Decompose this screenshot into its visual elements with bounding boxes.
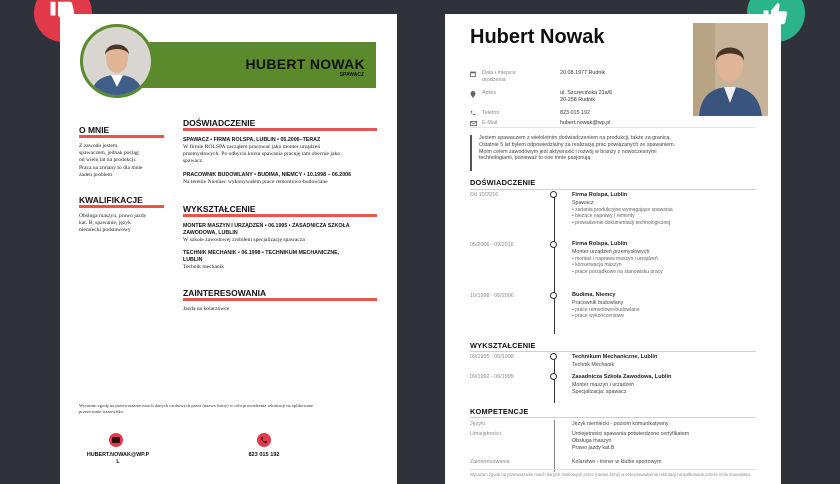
job-date: 05/2006 - 09/2016 bbox=[470, 242, 514, 248]
competence-label: Zainteresowania bbox=[470, 459, 510, 465]
timeline-dot bbox=[550, 241, 557, 248]
divider bbox=[470, 127, 756, 128]
timeline bbox=[554, 420, 555, 472]
education-header: MONTER MASZYN I URZĄDZEŃ • 06.1995 • ZASADNICZA SZKOŁA ZAWODOWA, LUBLIN bbox=[183, 223, 350, 236]
profile-photo bbox=[693, 23, 768, 116]
school-date: 09/1992 - 06/1995 bbox=[470, 374, 514, 380]
competence-value: Język niemiecki - poziom komunikatywny bbox=[572, 421, 669, 427]
job-date: Od 10/2016 bbox=[470, 192, 499, 198]
skills-title: KWALIFIKACJE bbox=[79, 195, 143, 205]
experience-title: DOŚWIADCZENIE bbox=[183, 118, 256, 128]
profile-photo bbox=[80, 24, 154, 98]
school-entry: Technikum Mechaniczne, Lublin Technik Mechanik bbox=[572, 354, 658, 368]
timeline-dot bbox=[550, 191, 557, 198]
candidate-name: Hubert Nowak bbox=[470, 26, 605, 48]
job-entry: Budima, Niemcy Pracownik budowlany • prace remontowo-budowlane • prace wykończeniowe bbox=[572, 292, 640, 320]
consent-clause: Wyrażam zgodę na przetwarzanie moich danych osobowych przez (nazwa firmy) w celu prowadzenia rekrutacji na aplikowane przeze mnie stanowisko. bbox=[470, 472, 752, 477]
info-row-email: E-Mail hubert.nowak@wp.pl bbox=[470, 120, 680, 130]
divider bbox=[470, 417, 756, 418]
job-description: Na terenie Niemiec wykonywałem prace remontowo-budowlane bbox=[183, 178, 328, 185]
consent-clause: Wyrażam zgodę na przetwarzanie moich danych osobowych przez (nazwa firmy) w celu prowadzenia rekrutacji na aplikowane przeze mnie stanowisko. bbox=[79, 403, 314, 414]
education-title: WYKSZTAŁCENIE bbox=[183, 204, 256, 214]
email-value[interactable]: HUBERT.NOWAK@WP.P L bbox=[86, 452, 150, 465]
divider bbox=[79, 205, 164, 208]
phone-value[interactable]: 823 015 192 bbox=[248, 452, 280, 458]
competences-title: KOMPETENCJE bbox=[470, 407, 529, 416]
candidate-role: SPAWACZ bbox=[339, 72, 364, 78]
interests-title: ZAINTERESOWANIA bbox=[183, 288, 267, 298]
competence-label: Umiejętności bbox=[470, 431, 501, 437]
education-list bbox=[183, 223, 383, 271]
job-date: 10/1998 - 06/2006 bbox=[470, 293, 514, 299]
job-header: PRACOWNIK BUDOWLANY • BUDIMA, NIEMCY • 10.1998 – 06.2006 bbox=[183, 171, 352, 178]
interests-text: Jazda na kolarzówce bbox=[183, 306, 230, 312]
divider bbox=[183, 128, 377, 131]
about-title: O MNIE bbox=[79, 125, 110, 135]
personal-info bbox=[470, 70, 680, 130]
education-description: W szkole zawodowej zrobiłem specjalizację spawacza bbox=[183, 237, 305, 243]
job-entry: Firma Rolspa, Lublin Monter urządzeń przemysłowych • montaż i naprawa maszyn i urządzeń • konserwacja maszyn • prace porządkowe na stanowisku pracy bbox=[572, 241, 663, 275]
divider bbox=[470, 189, 756, 190]
divider bbox=[79, 135, 164, 138]
info-row-address: Adres ul. Szczecińska 21a/6 20-258 Rudnik bbox=[470, 90, 680, 110]
education-description: Technik mechanik bbox=[183, 264, 225, 271]
summary-text: Jestem spawaczem z wieloletnim doświadczeniem na produkcji, także za granicą. Ostatnie 5 lat byłem odpowiedzialny za realizację prac powiązanych ze spawaniem. Moim celem zawodowym jest aktywność i rozwój w branży z nowoczesnymi technologiami, ponieważ to one mnie pasjonują. bbox=[479, 135, 676, 162]
divider bbox=[470, 351, 756, 352]
education-title: WYKSZTAŁCENIE bbox=[470, 341, 536, 350]
about-text: Z zawodu jestem spawaczem, jednak pociąg od wielu lat na produkcji. Praca na zmiany to dla mnie żaden problem bbox=[79, 143, 143, 178]
school-entry: Zasadnicza Szkoła Zawodowa, Lublin Monter maszyn i urządzeń Specjalizacja: spawacz bbox=[572, 374, 672, 395]
candidate-name: HUBERT NOWAK bbox=[245, 56, 365, 72]
skills-text: Obsługa maszyn, prawo jazdy kat. B, spawanie, język niemiecki podstawowy bbox=[79, 213, 147, 234]
info-row-birth: Data i miejsce urodzenia 20.08.1977 Rudnik bbox=[470, 70, 680, 90]
email-value[interactable]: hubert.nowak@wp.pl bbox=[560, 120, 611, 126]
divider bbox=[183, 298, 377, 301]
competence-label: Języki bbox=[470, 421, 485, 427]
timeline-dot bbox=[550, 292, 557, 299]
timeline bbox=[554, 192, 555, 334]
mail-icon bbox=[470, 121, 477, 126]
timeline-dot bbox=[550, 353, 557, 360]
education-header: TECHNIK MECHANIK • 06.1998 • TECHNIKUM MECHANICZNE, LUBLIN bbox=[183, 250, 340, 264]
timeline-dot bbox=[550, 373, 557, 380]
job-entry: Firma Rolspa, Lublin Spawacz • zadania produkcyjne wymagające spawania • bieżące naprawy i remonty • prowadzenie dokumentacji technologicznej bbox=[572, 192, 673, 226]
email-icon bbox=[109, 433, 123, 447]
experience-list bbox=[183, 137, 383, 186]
job-description: W firmie ROLSPA zacząłem pracować jako monter urządzeń przemysłowych. Po odbyciu kursu spawania pracuję tam obecnie jako spawacz. bbox=[183, 144, 341, 165]
info-row-phone: Telefon 823 015 192 bbox=[470, 110, 680, 120]
competence-values: Umiejętności spawania potwierdzone certyfikatem Obsługa maszyn Prawo jazdy kat.B bbox=[572, 431, 690, 451]
phone-icon bbox=[257, 433, 271, 447]
experience-title: DOŚWIADCZENIE bbox=[470, 178, 536, 187]
competence-value: Kolarstwo - trener w klubie sportowym bbox=[572, 459, 662, 465]
divider bbox=[183, 214, 377, 217]
bad-cv-page bbox=[60, 14, 397, 484]
phone-icon bbox=[470, 110, 476, 116]
school-date: 09/1995 - 06/1998 bbox=[470, 354, 514, 360]
calendar-icon bbox=[470, 71, 476, 77]
location-icon bbox=[470, 91, 476, 98]
job-header: SPAWACZ • FIRMA ROLSPA, LUBLIN • 05.2006–TERAZ bbox=[183, 137, 321, 143]
divider bbox=[470, 469, 756, 470]
good-cv-page bbox=[445, 14, 781, 484]
summary-accent bbox=[470, 135, 472, 171]
